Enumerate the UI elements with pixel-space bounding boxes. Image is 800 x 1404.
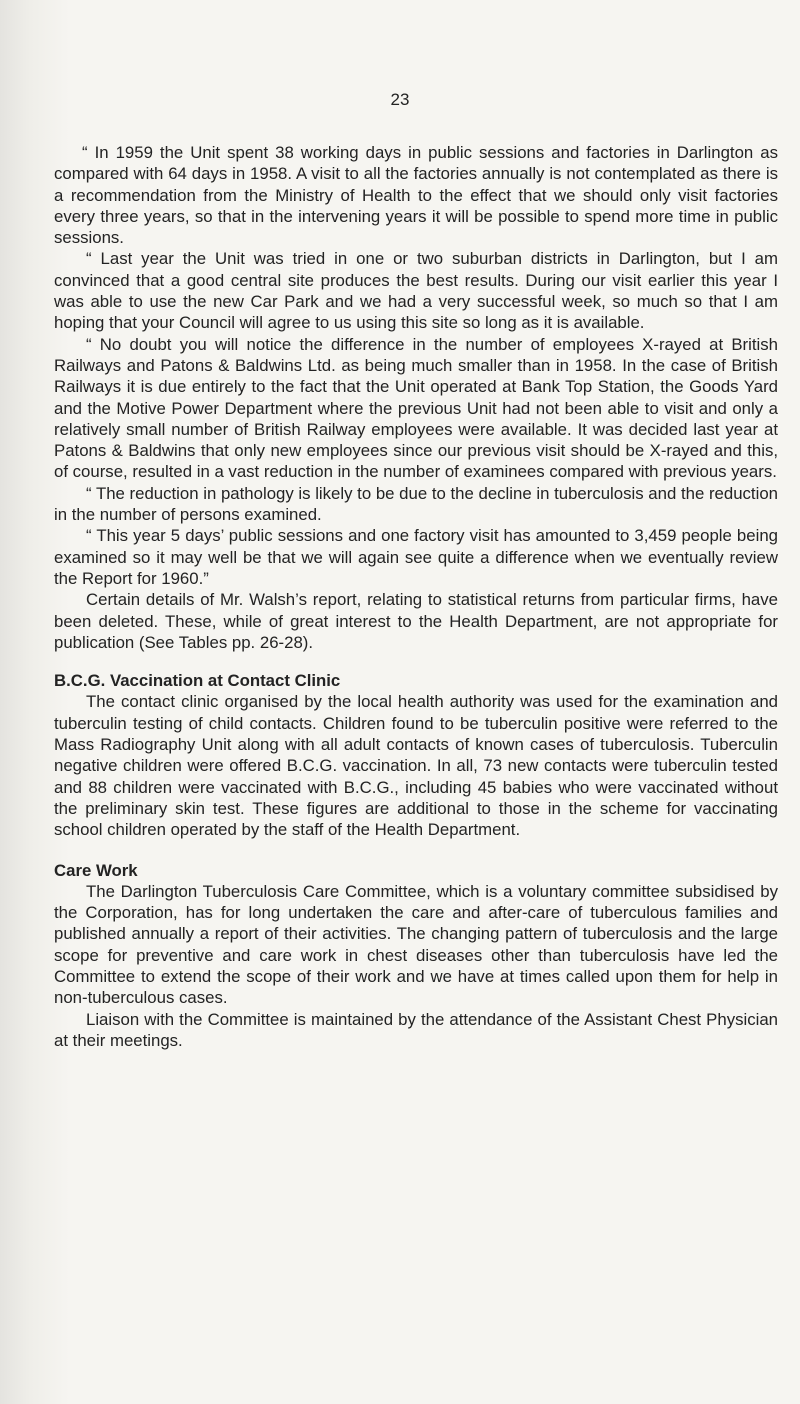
- page-body: [54, 142, 778, 1051]
- report-paragraph-2: “ Last year the Unit was tried in one or two suburban districts in Darlington, but I am convinced that a good central site produces the best results. During our visit earlier this year I was able to use the new Car Park and we had a very successful week, so much so that I am hoping that your Council will agree to us using this site so long as it is available.: [54, 249, 778, 333]
- editorial-note-paragraph: Certain details of Mr. Walsh’s report, relating to statistical returns from particular firms, have been deleted. These, while of great interest to the Health Department, are not appropriate for publication (See Tables pp. 26-28).: [54, 590, 778, 652]
- care-work-paragraph-1: The Darlington Tuberculosis Care Committee, which is a voluntary committee subsidised by the Corporation, has for long undertaken the care and after-care of tuberculous families and published annually a report of their activities. The changing pattern of tuberculosis and the large scope for preventive and care work in chest diseases other than tuberculosis have led the Committee to extend the scope of their work and we have at times called upon them for help in non-tuberculous cases.: [54, 881, 778, 1008]
- report-paragraph-4: “ The reduction in pathology is likely to be due to the decline in tuberculosis and the reduction in the number of persons examined.: [54, 483, 778, 525]
- bcg-section-heading: B.C.G. Vaccination at Contact Clinic: [54, 671, 341, 691]
- care-work-paragraph-2: Liaison with the Committee is maintained by the attendance of the Assistant Chest Physician at their meetings.: [54, 1009, 778, 1050]
- report-paragraph-3: “ No doubt you will notice the difference in the number of employees X-rayed at British Railways and Patons & Baldwins Ltd. as being much smaller than in 1958. In the case of British Railways it is due entirely to the fact that the Unit operated at Bank Top Station, the Goods Yard and the Motive Power Department where the previous Unit had not been able to visit and only a relatively small number of British Railway employees were available. It was decided last year at Patons & Baldwins that only new employees since our previous visit should be X-rayed and this, of course, resulted in a vast reduction in the number of examinees compared with previous years.: [54, 334, 778, 482]
- page-number: 23: [390, 90, 410, 109]
- care-work-heading: Care Work: [54, 860, 138, 880]
- report-paragraph-1: “ In 1959 the Unit spent 38 working days in public sessions and factories in Darlington as compared with 64 days in 1958. A visit to all the factories annually is not contemplated as there is a recommendation from the Ministry of Health to the effect that we should only visit factories every three years, so that in the intervening years it will be possible to spend more time in public sessions.: [54, 143, 778, 248]
- bcg-section-paragraph: The contact clinic organised by the local health authority was used for the examination and tuberculin testing of child contacts. Children found to be tuberculin positive were referred to the Mass Radiography Unit along with all adult contacts of known cases of tuberculosis. Tuberculin negative children were offered B.C.G. vaccination. In all, 73 new contacts were tuberculin tested and 88 children were vaccinated with B.C.G., including 45 babies who were vaccinated without the preliminary skin test. These figures are additional to those in the scheme for vaccinating school children operated by the staff of the Health Department.: [54, 692, 778, 840]
- report-paragraph-5: “ This year 5 days’ public sessions and one factory visit has amounted to 3,459 people being examined so it may well be that we will again see quite a difference when we eventually review the Report for 1960.”: [54, 526, 778, 588]
